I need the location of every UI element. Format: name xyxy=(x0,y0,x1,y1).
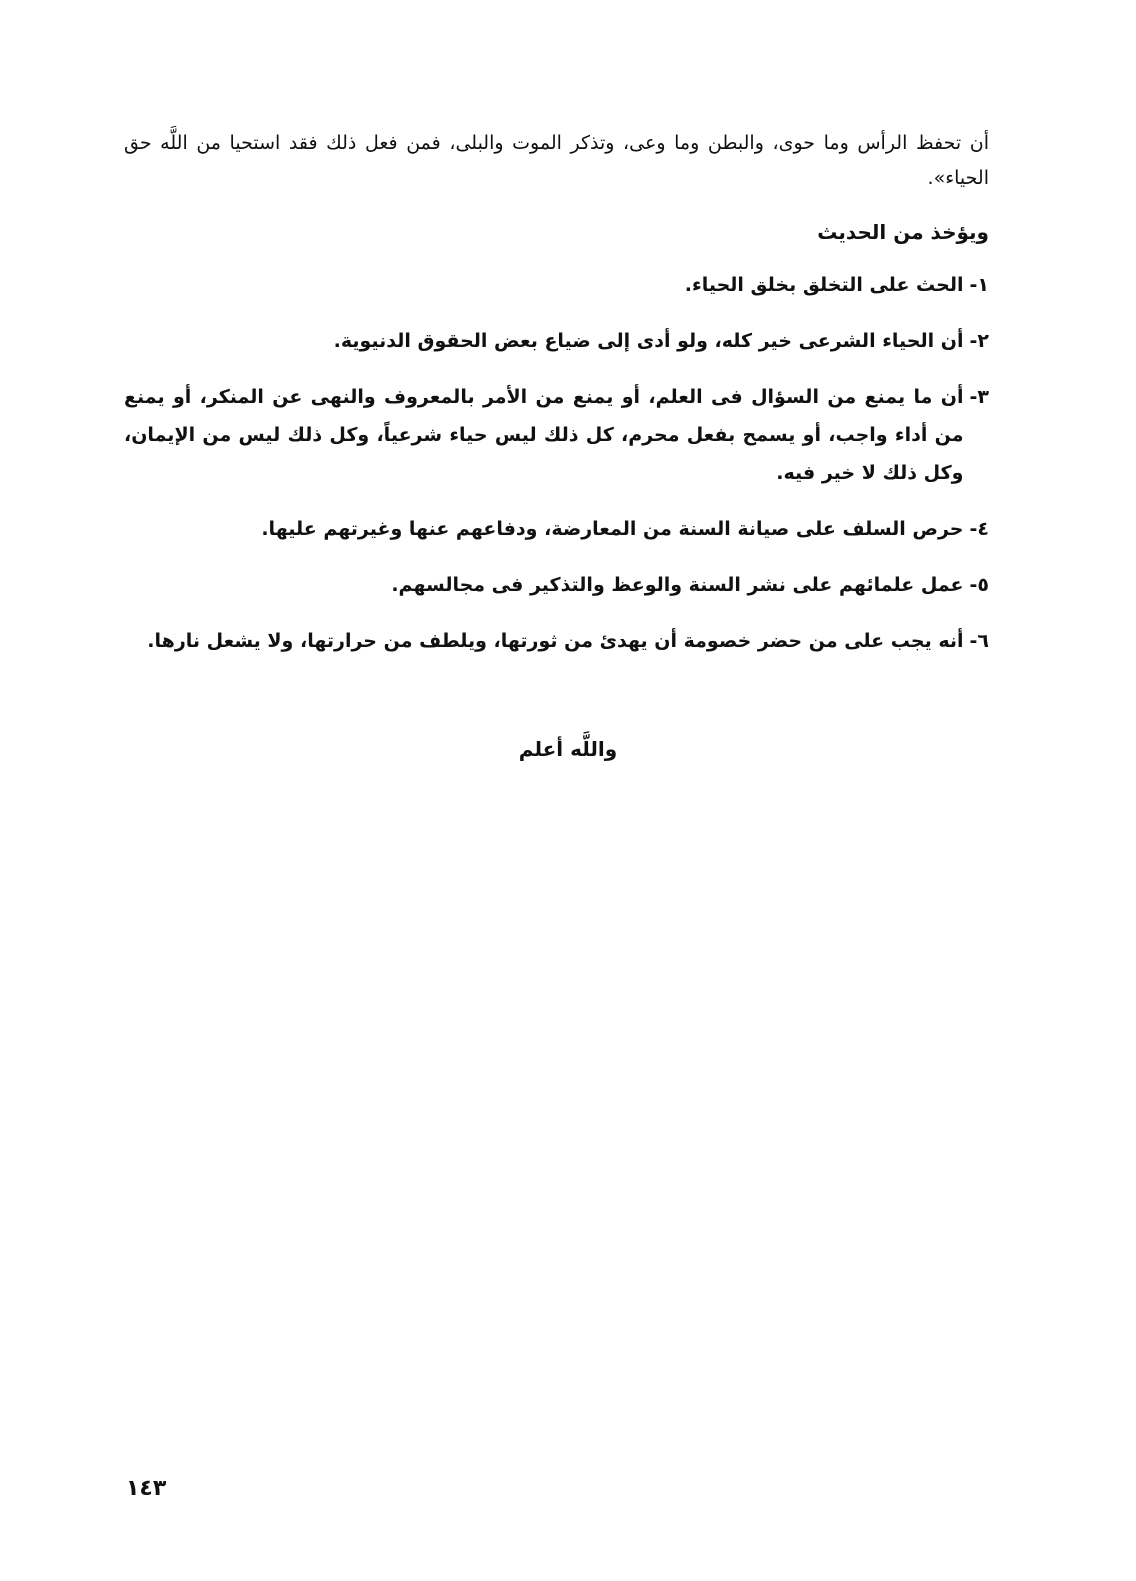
point-item-6 xyxy=(124,622,989,660)
page-content xyxy=(124,126,989,660)
point-number: ٥- xyxy=(969,574,989,596)
point-item-3 xyxy=(124,378,989,492)
point-item-2 xyxy=(124,322,989,360)
point-number: ٣- xyxy=(969,386,989,408)
page-number: ١٤٣ xyxy=(126,1476,167,1501)
point-item-1 xyxy=(124,266,989,304)
point-text: أنه يجب على من حضر خصومة أن يهدئ من ثورتها، ويلطف من حرارتها، ولا يشعل نارها. xyxy=(147,630,964,652)
point-number: ٢- xyxy=(969,330,989,352)
point-number: ١- xyxy=(969,274,989,296)
point-text: أن الحياء الشرعى خير كله، ولو أدى إلى ضياع بعض الحقوق الدنيوية. xyxy=(333,330,964,352)
point-text: الحث على التخلق بخلق الحياء. xyxy=(684,274,964,296)
point-item-4 xyxy=(124,510,989,548)
point-text: عمل علمائهم على نشر السنة والوعظ والتذكير فى مجالسهم. xyxy=(391,574,964,596)
intro-paragraph: أن تحفظ الرأس وما حوى، والبطن وما وعى، وتذكر الموت والبلى، فمن فعل ذلك فقد استحيا من اللَّه حق الحياء». xyxy=(124,132,989,189)
point-number: ٤- xyxy=(969,518,989,540)
section-heading: ويؤخذ من الحديث xyxy=(817,220,989,244)
closing-phrase: واللَّه أعلم xyxy=(518,737,618,761)
point-text: أن ما يمنع من السؤال فى العلم، أو يمنع من الأمر بالمعروف والنهى عن المنكر، أو يمنع من أداء واجب، أو يسمح بفعل محرم، كل ذلك ليس حياء شرعياً، وكل ذلك ليس من الإيمان، وكل ذلك لا خير فيه. xyxy=(124,386,964,484)
point-text: حرص السلف على صيانة السنة من المعارضة، ودفاعهم عنها وغيرتهم عليها. xyxy=(261,518,964,540)
points-list xyxy=(124,266,989,660)
point-number: ٦- xyxy=(969,630,989,652)
point-item-5 xyxy=(124,566,989,604)
